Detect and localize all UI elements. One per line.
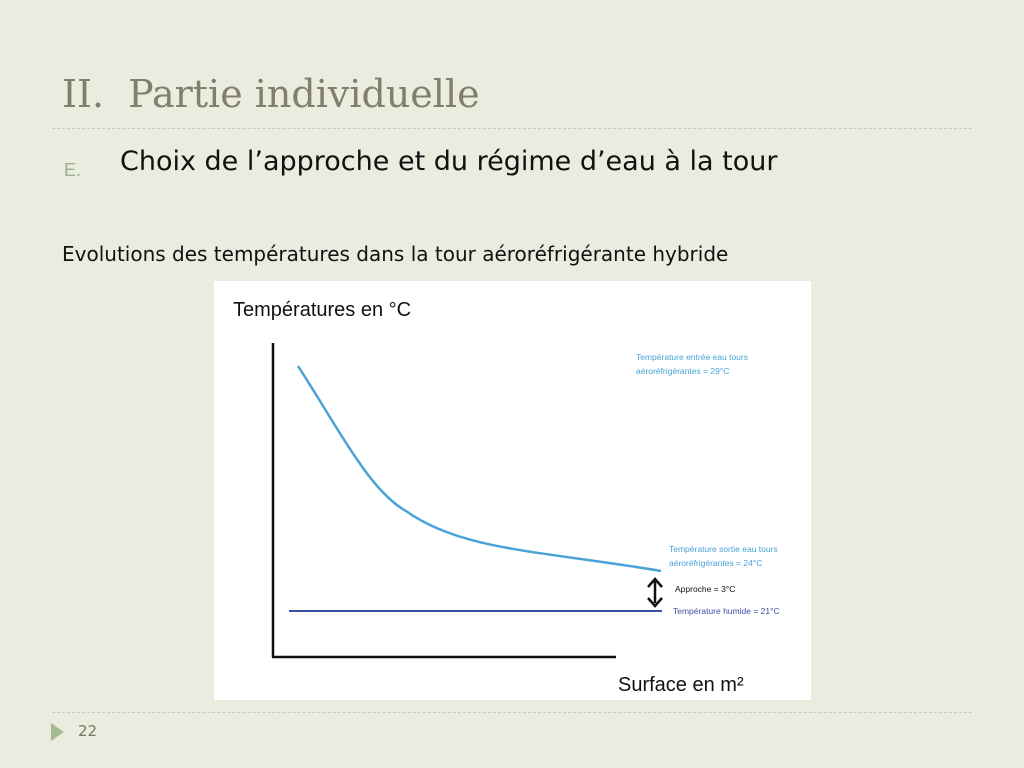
title-number: II. xyxy=(62,72,105,116)
wetbulb-label: Température humide = 21°C xyxy=(673,606,780,616)
page-number: 22 xyxy=(78,722,98,740)
approach-arrow-icon xyxy=(648,579,662,606)
x-axis-label: Surface en m² xyxy=(618,674,744,696)
outlet-label-line2: aéroréfrigérantes = 24°C xyxy=(669,558,763,568)
approach-label: Approche = 3°C xyxy=(675,584,736,594)
outlet-temperature-curve xyxy=(298,366,661,571)
diagram-panel xyxy=(214,281,811,700)
top-divider xyxy=(52,128,972,129)
outlet-label-line1: Température sortie eau tours xyxy=(669,544,778,554)
slide-subtitle: Choix de l’approche et du régime d’eau à la tour xyxy=(120,146,778,177)
inlet-label-line2: aéroréfrigérantes = 29°C xyxy=(636,366,730,376)
slide-title xyxy=(62,72,480,122)
play-arrow-icon xyxy=(51,723,64,741)
temperature-diagram xyxy=(214,281,811,700)
diagram-caption: Evolutions des températures dans la tour aéroréfrigérante hybride xyxy=(62,242,729,266)
inlet-label-line1: Température entrée eau tours xyxy=(636,352,748,362)
title-text: Partie individuelle xyxy=(128,72,480,116)
bullet-letter: E. xyxy=(64,160,82,180)
y-axis-label: Températures en °C xyxy=(233,299,412,321)
bottom-divider xyxy=(52,712,972,713)
